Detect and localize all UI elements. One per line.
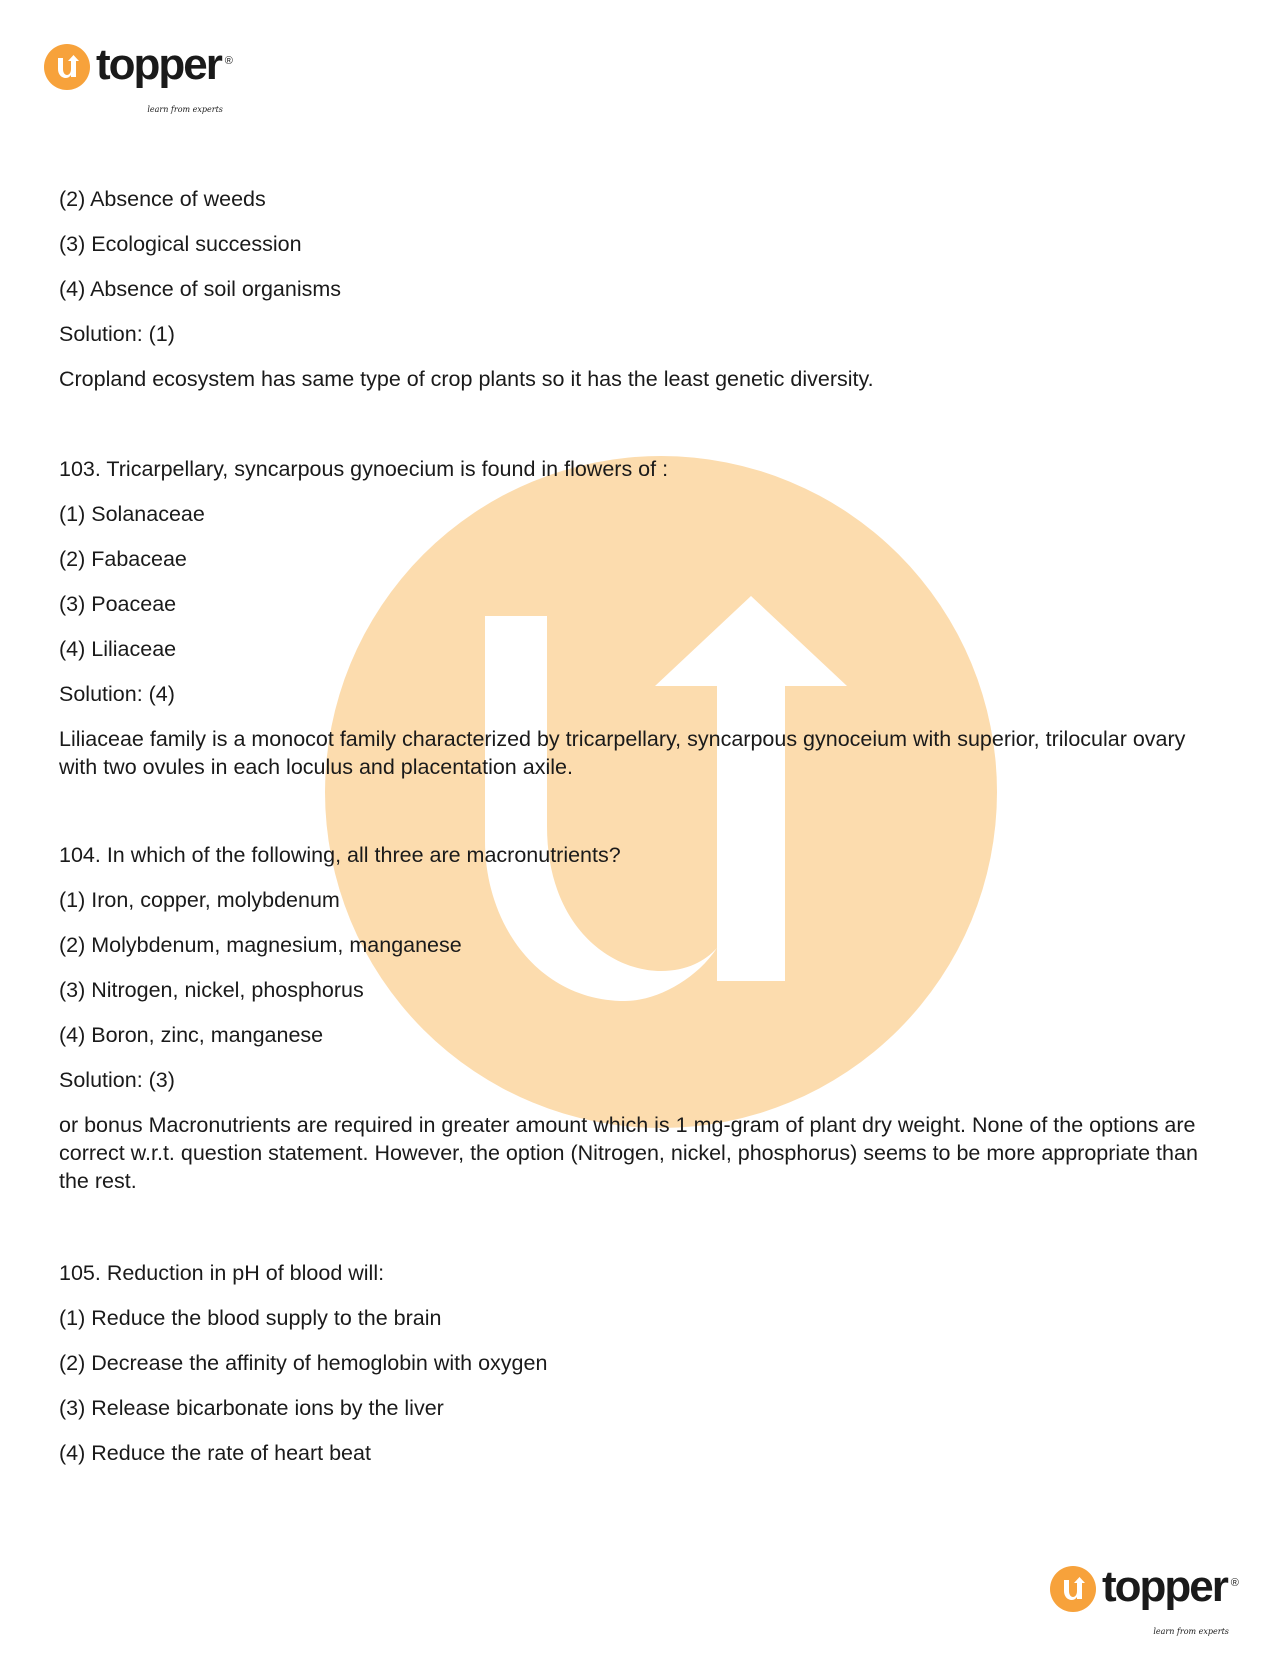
option-item: (1) Solanaceae [59,502,205,526]
option-item: (4) Liliaceae [59,637,177,661]
option-item: (4) Boron, zinc, manganese [59,1023,324,1047]
registered-mark: ® [1230,1577,1239,1589]
logo-tagline: learn from experts [1153,1627,1229,1636]
question-105: 105. Reduction in pH of blood will: [59,1261,385,1285]
option-item: (2) Absence of weeds [59,187,266,211]
option-item: (1) Iron, copper, molybdenum [59,888,340,912]
logo-wordmark: topper ® learn from experts [96,40,221,90]
solution-explanation: or bonus Macronutrients are required in greater amount which is 1 mg-gram of plant dry weight. None of the options are correct w.r.t. question statement. However, the option (Nitrogen, nickel, phosphorus) seems to be more appropriate than the rest. [59,1113,1198,1193]
option-item: (3) Nitrogen, nickel, phosphorus [59,978,364,1002]
logo-tagline: learn from experts [147,105,223,114]
option-item: (2) Fabaceae [59,547,187,571]
logo-wordmark: topper ® learn from experts [1102,1562,1227,1612]
solution-label: Solution: (1) [59,322,175,346]
option-item: (4) Absence of soil organisms [59,277,342,301]
solution-explanation: Cropland ecosystem has same type of crop plants so it has the least genetic diversity. [59,367,874,391]
solution-label: Solution: (4) [59,682,175,706]
topper-logo-footer [1050,1562,1239,1636]
question-103: 103. Tricarpellary, syncarpous gynoecium is found in flowers of : [59,457,669,481]
option-item: (2) Molybdenum, magnesium, manganese [59,933,462,957]
solution-explanation: Liliaceae family is a monocot family characterized by tricarpellary, syncarpous gynoceium with superior, trilocular ovary with two ovules in each loculus and placentation axile. [59,727,1186,779]
solution-label: Solution: (3) [59,1068,175,1092]
option-item: (3) Ecological succession [59,232,302,256]
option-item: (3) Poaceae [59,592,177,616]
logo-u-icon [1050,1566,1096,1612]
topper-logo-header [44,40,233,114]
option-item: (4) Reduce the rate of heart beat [59,1441,371,1465]
option-item: (1) Reduce the blood supply to the brain [59,1306,442,1330]
option-item: (2) Decrease the affinity of hemoglobin with oxygen [59,1351,548,1375]
option-item: (3) Release bicarbonate ions by the liver [59,1396,444,1420]
question-104: 104. In which of the following, all three are macronutrients? [59,843,621,867]
registered-mark: ® [224,55,233,67]
document-body [59,185,1219,1484]
logo-u-icon [44,44,90,90]
